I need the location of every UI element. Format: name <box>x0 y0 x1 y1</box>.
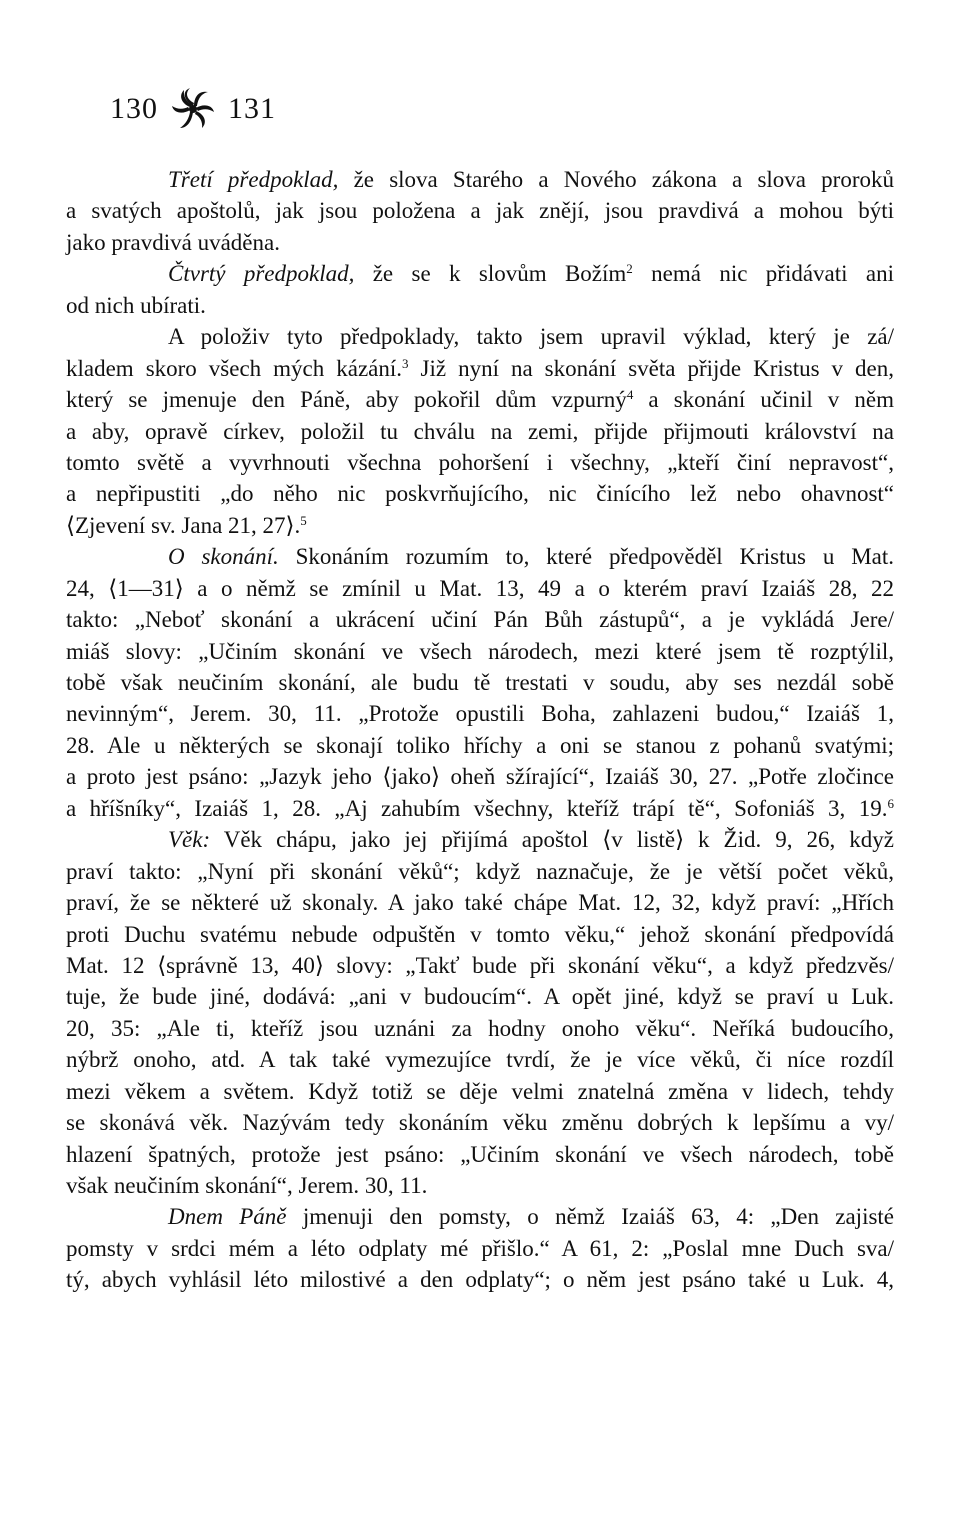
page-header <box>110 84 276 134</box>
text-line: Dnem Páně jmenuji den pomsty, o němž Izaiáš 63, 4: „Den zajisté <box>168 1204 895 1230</box>
text-line: pomsty v srdci mém a léto odplaty mé přišlo.“ A 61, 2: „Poslal mne Duch sva/ <box>66 1235 894 1261</box>
body-text <box>66 164 894 1296</box>
text-line: kladem skoro všech mých kázání.$^3$ Již nyní na skonání světa přijde Kristus v den, <box>66 355 895 381</box>
text-line: 20, 35: „Ale ti, kteříž jsou uznáni za hodny onoho věku“. Neříká budoucího, <box>66 1015 894 1041</box>
page-number-right: 131 <box>228 92 276 125</box>
text-line: a aby, opravě církev, položil tu chválu na zemi, přijde přijmouti království na <box>66 418 894 444</box>
text-line: hlazení špatných, protože jest psáno: „Učiním skonání ve všech národech, tobě <box>66 1141 894 1167</box>
text-line: který se jmenuje den Páně, aby pokořil dům vzpurný$^4$ a skonání učinil v něm <box>66 387 894 413</box>
text-line: tomto světě a vyvrhnouti všechna pohoršení i všechny, „kteří činí nepravost“, <box>66 449 894 475</box>
text-line: se skonává věk. Nazývám tedy skonáním věku změnu dobrých k lepšímu a vy/ <box>66 1110 894 1136</box>
text-line: však neučiním skonání“, Jerem. 30, 11. <box>66 1173 428 1198</box>
text-line: a svatých apoštolů, jak jsou položena a jak znějí, jsou pravdivá a mohou býti <box>66 198 894 224</box>
text-line: tuje, že bude jiné, dodává: „ani v budoucím“. A opět jiné, když se praví u Luk. <box>66 984 894 1010</box>
page-number-left: 130 <box>110 92 158 125</box>
text-line: a nepřipustiti „do něho nic poskvrňujícího, nic činícího lež nebo ohavnost“ <box>66 481 894 507</box>
text-line: proti Duchu svatému nebude odpuštěn v tomto věku,“ jehož skonání předpovídá <box>66 921 894 947</box>
text-line: tý, abych vyhlásil léto milostivé a den odplaty“; o něm jest psáno také u Luk. 4, <box>66 1267 894 1293</box>
text-line: mezi věkem a světem. Když totiž se děje velmi znatelná změna v lidech, tehdy <box>66 1078 894 1104</box>
text-line: jako pravdivá uváděna. <box>66 229 280 255</box>
swirl-ornament-icon <box>168 84 218 134</box>
text-line: A položiv tyto předpoklady, takto jsem upravil výklad, který je zá/ <box>168 324 894 350</box>
text-line: a proto jest psáno: „Jazyk jeho ⟨jako⟩ oheň sžírající“, Izaiáš 30, 27. „Potře zločince <box>66 764 894 790</box>
text-line: miáš slovy: „Učiním skonání ve všech národech, mezi které jsem tě rozptýlil, <box>66 638 894 664</box>
text-line: a hříšníky“, Izaiáš 1, 28. „Aj zahubím všechny, kteříž trápí tě“, Sofoniáš 3, 19.$^6$ <box>66 795 894 821</box>
text-line: ⟨Zjevení sv. Jana 21, 27⟩.$^5$ <box>66 512 307 538</box>
text-line: tobě však neučiním skonání, ale budu tě trestati v soudu, aby ses nezdál sobě <box>66 670 894 695</box>
text-line: O skonání. Skonáním rozumím to, které předpověděl Kristus u Mat. <box>168 544 894 570</box>
text-line: praví, že se některé už skonaly. A jako také chápe Mat. 12, 32, když praví: „Hřích <box>66 890 894 916</box>
text-line: nevinným“, Jerem. 30, 11. „Protože opustili Boha, zahlazeni budou,“ Izaiáš 1, <box>66 701 894 727</box>
text-line: nýbrž onoho, atd. A tak také vymezujíce tvrdí, že je více věků, či níce rozdíl <box>66 1047 894 1073</box>
text-line: Mat. 12 ⟨správně 13, 40⟩ slovy: „Takť bude při skonání věku“, a když předzvěs/ <box>66 952 894 978</box>
text-line: takto: „Neboť skonání a ukrácení učiní Pán Bůh zástupů“, a je vykládá Jere/ <box>66 607 894 633</box>
text-line: 24, ⟨1—31⟩ a o němž se zmínil u Mat. 13, 49 a o kterém praví Izaiáš 28, 22 <box>66 575 894 601</box>
text-line: Věk: Věk chápu, jako jej přijímá apoštol ⟨v listě⟩ k Žid. 9, 26, když <box>168 827 894 853</box>
text-line: Čtvrtý předpoklad, že se k slovům Božím$^2$ nemá nic přidávati ani <box>168 261 894 287</box>
text-line: Třetí předpoklad, že slova Starého a Nového zákona a slova proroků <box>168 167 894 192</box>
text-line: od nich ubírati. <box>66 292 206 318</box>
text-line: praví takto: „Nyní při skonání věků“; když naznačuje, že je větší počet věků, <box>66 858 894 884</box>
text-line: 28. Ale u některých se skonají toliko hříchy a oni se stanou z pohanů svatými; <box>66 732 894 758</box>
